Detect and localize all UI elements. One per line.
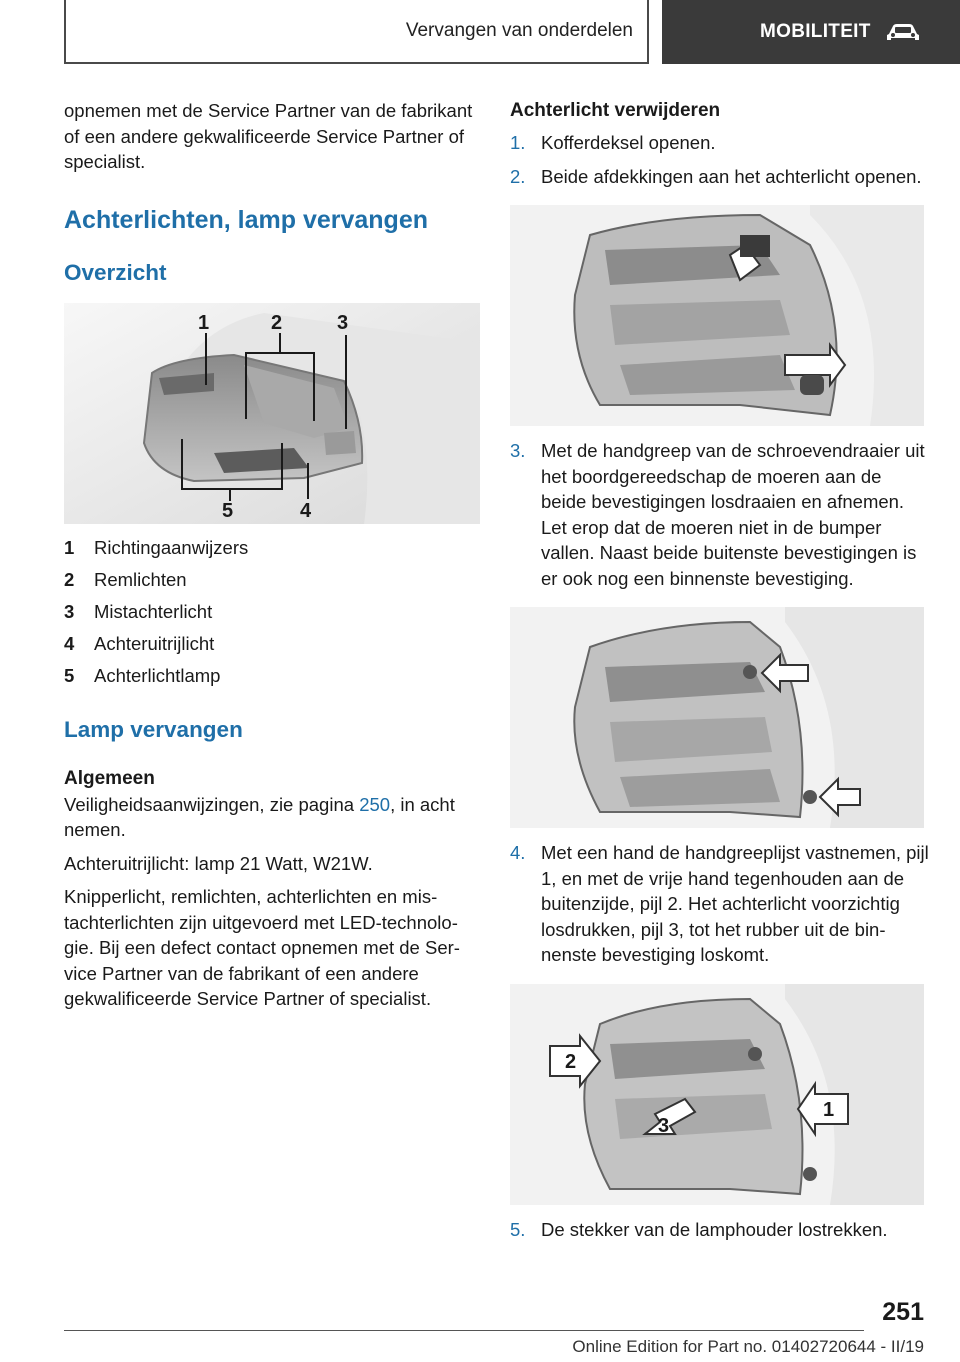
- arrow-label-2: 2: [565, 1050, 577, 1073]
- step-item: 5. De stekker van de lamphouder lostrekken.: [510, 1218, 888, 1240]
- header-chapter-title: MOBILITEIT: [760, 21, 871, 42]
- header-chapter-tab[interactable]: [662, 0, 960, 64]
- tail-light-overview-figure: [64, 303, 480, 524]
- release-figure: [510, 984, 924, 1205]
- legend-item: 5 Achterlichtlamp: [64, 664, 221, 686]
- right-column: [510, 98, 930, 1242]
- car-icon: [883, 20, 923, 44]
- general-heading: Algemeen: [64, 767, 155, 789]
- figure-label-1: 1: [198, 311, 210, 334]
- led-text: Knipperlicht, remlichten, achterlichten en mistachterlichten zijn uitgevoerd met LED-technologie. Bij een defect contact opnemen met de Service Partner van de fabrikant of een andere gekwalificeerde Service Partner of specialist.: [64, 886, 460, 1009]
- figure-label-3: 3: [337, 311, 349, 334]
- covers-figure: [510, 205, 924, 426]
- figure-label-2: 2: [271, 311, 283, 334]
- page-number: 251: [882, 1298, 924, 1326]
- header-section-box: [64, 0, 649, 64]
- footer-edition: Online Edition for Part no. 01402720644 - II/19: [572, 1337, 924, 1356]
- safety-text: Veiligheidsaanwijzingen, zie pagina 250, in acht nemen.: [64, 793, 455, 840]
- left-column: [64, 98, 480, 1012]
- page-title: Achterlichten, lamp vervangen: [64, 205, 429, 234]
- step-item: 4. Met een hand de handgreeplijst vastnemen, pijl 1, en met de vrije hand tegenhouden aan de buitenzijde, pijl 2. Het achterlicht voorzichtig losdrukken, pijl 3, tot het rubber uit de binnenste bevestiging loskomt.: [510, 842, 929, 965]
- figure-label-4: 4: [300, 499, 312, 522]
- page-link[interactable]: 250: [359, 793, 391, 815]
- legend-item: 3 Mistachterlicht: [64, 600, 213, 622]
- removal-heading: Achterlicht verwijderen: [510, 100, 721, 121]
- step-item: 1. Kofferdeksel openen.: [510, 132, 716, 153]
- footer-divider: [64, 1330, 864, 1331]
- figure-label-5: 5: [222, 499, 234, 522]
- reverse-light-text: Achteruitrijlicht: lamp 21 Watt, W21W.: [64, 852, 373, 874]
- step-item: 2. Beide afdekkingen aan het achterlicht openen.: [510, 165, 922, 187]
- legend-item: 4 Achteruitrijlicht: [64, 632, 215, 654]
- overview-heading: Overzicht: [64, 259, 167, 285]
- header-section-title: Vervangen van onderdelen: [405, 20, 633, 41]
- fastenings-figure: [510, 607, 924, 828]
- lamp-heading: Lamp vervangen: [64, 716, 243, 742]
- step-item: 3. Met de handgreep van de schroevendraaier uit het boordgereedschap de moeren aan de beide bevestigingen losdraaien en afnemen. Let erop dat de moeren niet in de bumper vallen. Naast beide buitenste bevestigingen is er ook nog een binnenste bevestiging.: [510, 440, 925, 589]
- intro-text: opnemen met de Service Partner van de fabrikant of een andere gekwalificeerde Service Partner of specialist.: [64, 100, 473, 172]
- legend-item: 1 Richtingaanwijzers: [64, 536, 249, 558]
- legend-item: 2 Remlichten: [64, 568, 187, 590]
- arrow-label-3: 3: [658, 1114, 670, 1137]
- arrow-label-1: 1: [823, 1098, 835, 1121]
- figure-legend: [64, 532, 480, 692]
